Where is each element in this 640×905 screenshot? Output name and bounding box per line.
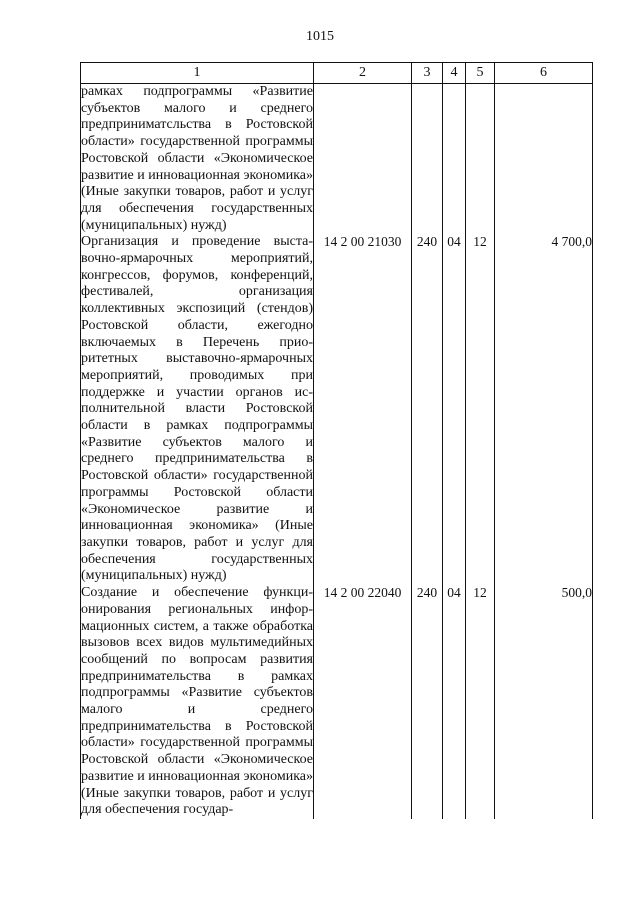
expense-type-code: 240 <box>412 585 443 819</box>
expense-type-code: 240 <box>412 234 443 585</box>
column-header: 2 <box>314 63 412 84</box>
column-header: 6 <box>495 63 593 84</box>
table-row <box>81 84 593 235</box>
header-row <box>81 63 593 84</box>
subsection-code: 12 <box>466 585 495 819</box>
section-code <box>443 84 466 235</box>
column-header: 5 <box>466 63 495 84</box>
subsection-code <box>466 84 495 235</box>
table-row <box>81 585 593 819</box>
row-description: Создание и обеспечение функционирования региональных информационных систем, а также обработка вызовов всех видов мультимедийных сообщений по вопросам развития предпринимательства в рамках подпрограммы «Развитие субъектов малого и среднего предпринимательства в Ростовской области» государственной программы Ростовской области «Экономическое развитие и инновационная экономика» (Иные закупки товаров, работ и услуг для обеспечения государ- <box>81 585 313 818</box>
budget-table <box>80 62 593 819</box>
row-description: Организация и проведение выставочно-ярмарочных мероприятий, конгрессов, форумов, конференций, фестивалей, организация коллективных экспозиций (стендов) Ростовской области, ежегодно включаемых в Перечень приоритетных выставочно-ярмарочных мероприятий, проводимых при поддержке и участии органов исполнительной власти Ростовской области в рамках подпрограммы «Развитие субъектов малого и среднего предпринимательства в Ростовской области» государственной программы Ростовской области «Экономическое развитие и инновационная экономика» (Иные закупки товаров, работ и услуг для обеспечения государственных (муниципальных) нужд) <box>81 234 313 584</box>
row-amount: 4 700,0 <box>495 234 593 585</box>
section-code: 04 <box>443 585 466 819</box>
column-header: 3 <box>412 63 443 84</box>
column-header: 1 <box>81 63 314 84</box>
row-description: рамках подпрограммы «Развитие субъектов малого и среднего предприниматсльства в Ростовской области» государственной программы Ростовской области «Экономическое развитие и инновационная экономика» (Иные закупки товаров, работ и услуг для обеспечения государственных (муниципальных) нужд) <box>81 84 313 233</box>
target-article-code: 14 2 00 21030 <box>314 234 412 585</box>
table-row <box>81 234 593 585</box>
column-header: 4 <box>443 63 466 84</box>
target-article-code <box>314 84 412 235</box>
page-number: 1015 <box>306 29 334 44</box>
target-article-code: 14 2 00 22040 <box>314 585 412 819</box>
subsection-code: 12 <box>466 234 495 585</box>
row-amount <box>495 84 593 235</box>
section-code: 04 <box>443 234 466 585</box>
expense-type-code <box>412 84 443 235</box>
row-amount: 500,0 <box>495 585 593 819</box>
